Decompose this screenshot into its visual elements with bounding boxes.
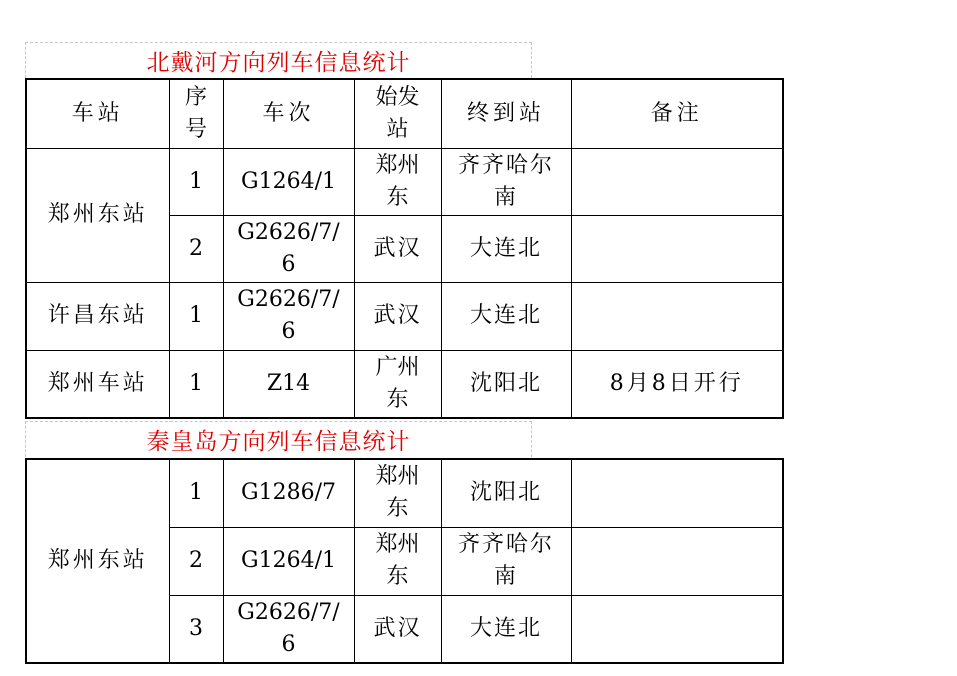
train-cell: G1286/7 — [223, 459, 354, 527]
origin-cell: 武汉 — [354, 215, 441, 282]
section-title-beidaihe: 北戴河方向列车信息统计 — [25, 42, 532, 78]
origin-cell: 郑州东 — [354, 459, 441, 527]
seq-cell: 3 — [169, 595, 223, 663]
dest-cell: 大连北 — [441, 282, 571, 350]
header-seq: 序号 — [169, 79, 223, 148]
beidaihe-train-table — [25, 78, 784, 419]
table-row — [26, 350, 783, 418]
header-remark: 备注 — [571, 79, 783, 148]
header-origin: 始发站 — [354, 79, 441, 148]
section-title-qinhuangdao: 秦皇岛方向列车信息统计 — [25, 421, 532, 457]
dest-cell: 沈阳北 — [441, 350, 571, 418]
remark-cell — [571, 282, 783, 350]
header-station: 车站 — [26, 79, 169, 148]
table-row — [26, 148, 783, 215]
station-cell: 郑州东站 — [26, 459, 169, 663]
header-dest: 终到站 — [441, 79, 571, 148]
seq-cell: 2 — [169, 215, 223, 282]
train-cell: G2626/7/6 — [223, 215, 354, 282]
remark-cell — [571, 595, 783, 663]
table-row — [26, 459, 783, 527]
train-cell: G1264/1 — [223, 527, 354, 595]
seq-cell: 1 — [169, 148, 223, 215]
qinhuangdao-train-table — [25, 458, 784, 664]
header-train: 车次 — [223, 79, 354, 148]
remark-cell — [571, 527, 783, 595]
remark-cell: 8月8日开行 — [571, 350, 783, 418]
train-cell: Z14 — [223, 350, 354, 418]
remark-cell — [571, 215, 783, 282]
table-row — [26, 282, 783, 350]
origin-cell: 广州东 — [354, 350, 441, 418]
origin-cell: 武汉 — [354, 282, 441, 350]
dest-cell: 大连北 — [441, 215, 571, 282]
dest-cell: 齐齐哈尔南 — [441, 527, 571, 595]
train-cell: G1264/1 — [223, 148, 354, 215]
origin-cell: 武汉 — [354, 595, 441, 663]
station-cell: 许昌东站 — [26, 282, 169, 350]
dest-cell: 沈阳北 — [441, 459, 571, 527]
seq-cell: 2 — [169, 527, 223, 595]
train-cell: G2626/7/6 — [223, 282, 354, 350]
table-header-row — [26, 79, 783, 148]
origin-cell: 郑州东 — [354, 527, 441, 595]
seq-cell: 1 — [169, 282, 223, 350]
dest-cell: 齐齐哈尔南 — [441, 148, 571, 215]
origin-cell: 郑州东 — [354, 148, 441, 215]
remark-cell — [571, 459, 783, 527]
remark-cell — [571, 148, 783, 215]
dest-cell: 大连北 — [441, 595, 571, 663]
station-cell: 郑州东站 — [26, 148, 169, 282]
seq-cell: 1 — [169, 350, 223, 418]
seq-cell: 1 — [169, 459, 223, 527]
station-cell: 郑州车站 — [26, 350, 169, 418]
train-cell: G2626/7/6 — [223, 595, 354, 663]
